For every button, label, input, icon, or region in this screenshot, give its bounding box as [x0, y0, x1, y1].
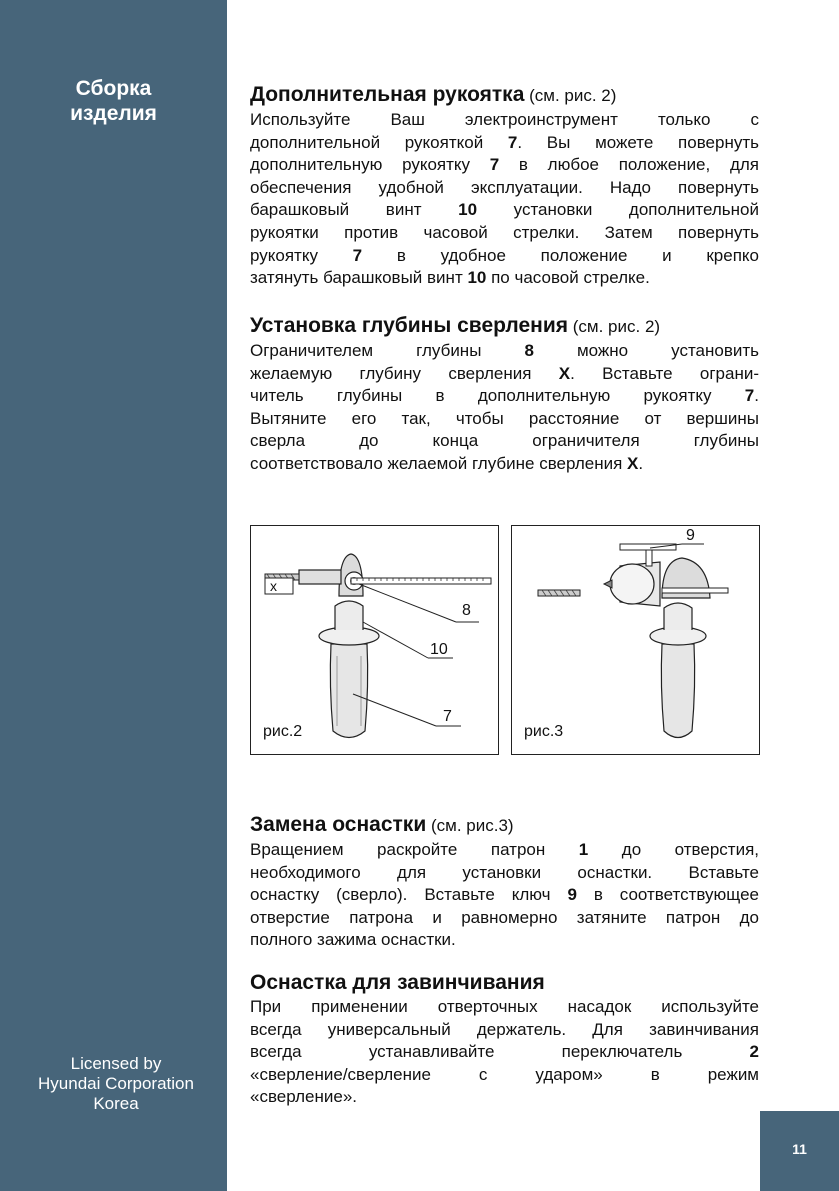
- text-line: сверла до конца ограничителя глубины: [250, 431, 759, 451]
- text-line: Вытяните его так, чтобы расстояние от вершины: [250, 408, 759, 428]
- callout-8: 8: [462, 602, 471, 619]
- figure-3: [511, 525, 760, 755]
- heading-text: Установка глубины сверления: [250, 314, 569, 337]
- section-paragraph: [250, 839, 759, 952]
- text-line: Ограничителем глубины 8 можно установить: [250, 341, 760, 360]
- section-title: [0, 76, 227, 126]
- callout-9: 9: [686, 527, 695, 544]
- section-heading: [250, 82, 759, 109]
- section-paragraph: [250, 109, 759, 290]
- section-tool-change: [250, 812, 759, 952]
- figure-2: [250, 525, 499, 755]
- callout-7: 7: [443, 708, 452, 725]
- section-title-line2: изделия: [70, 102, 157, 125]
- text-line: всегда устанавливайте переключатель 2: [250, 1042, 759, 1062]
- page-number: 11: [792, 1141, 807, 1157]
- section-drilling-depth: [250, 313, 759, 476]
- text-line: всегда универсальный держатель. Для завинчивания: [250, 1019, 759, 1039]
- license-line1: Licensed by: [70, 1054, 162, 1073]
- section-paragraph: [250, 996, 759, 1109]
- text-line: При применении отверточных насадок используйте: [250, 997, 759, 1016]
- section-additional-handle: [250, 82, 759, 290]
- text-line: Вращением раскройте патрон 1 до отверстия,: [250, 840, 759, 859]
- license-note: [0, 1054, 232, 1114]
- text-line: соответствовало желаемой глубине сверления X.: [250, 453, 644, 473]
- text-line: затянуть барашковый винт 10 по часовой стрелке.: [250, 268, 650, 288]
- heading-text: Замена оснастки: [250, 813, 427, 836]
- license-line3: Korea: [93, 1094, 139, 1113]
- callout-x: x: [270, 578, 277, 594]
- figure-caption: рис.3: [524, 723, 564, 740]
- text-line: барашковый винт 10 установки дополнительной: [250, 200, 759, 220]
- sidebar: [0, 0, 227, 1191]
- heading-text: Оснастка для завинчивания: [250, 971, 545, 994]
- text-line: дополнительную рукоятку 7 в любое положение, для: [250, 155, 759, 175]
- heading-text: Дополнительная рукоятка: [250, 83, 525, 106]
- figure-reference: (см. рис.3): [430, 816, 514, 835]
- drill-with-depth-stop-illustration: [251, 526, 498, 754]
- section-heading: [250, 970, 759, 996]
- section-paragraph: [250, 340, 759, 476]
- figure-reference: (см. рис. 2): [572, 317, 661, 336]
- text-line: необходимого для установки оснастки. Вставьте: [250, 862, 759, 882]
- section-screwdriving-bits: [250, 970, 759, 1109]
- text-line: полного зажима оснастки.: [250, 930, 456, 950]
- text-line: оснастку (сверло). Вставьте ключ 9 в соответствующее: [250, 885, 760, 905]
- text-line: дополнительной рукояткой 7. Вы можете повернуть: [250, 132, 759, 152]
- text-line: читель глубины в дополнительную рукоятку 7.: [250, 386, 759, 406]
- text-line: отверстие патрона и равномерно затяните патрон до: [250, 907, 759, 927]
- text-line: «сверление/сверление с ударом» в режим: [250, 1064, 759, 1084]
- text-line: рукоятки против часовой стрелки. Затем повернуть: [250, 222, 759, 242]
- page-number-box: [760, 1111, 839, 1191]
- text-line: желаемую глубину сверления X. Вставьте ограни-: [250, 363, 759, 383]
- license-line2: Hyundai Corporation: [38, 1074, 194, 1093]
- text-line: «сверление».: [250, 1087, 358, 1107]
- section-heading: [250, 313, 759, 340]
- section-title-line1: Сборка: [75, 77, 152, 100]
- text-line: Используйте Ваш электроинструмент только с: [250, 110, 759, 129]
- text-line: обеспечения удобной эксплуатации. Надо повернуть: [250, 177, 759, 197]
- figure-caption: рис.2: [263, 723, 303, 740]
- figure-reference: (см. рис. 2): [529, 86, 617, 105]
- drill-chuck-key-illustration: [512, 526, 759, 754]
- text-line: рукоятку 7 в удобное положение и крепко: [250, 245, 759, 265]
- callout-10: 10: [430, 641, 448, 658]
- section-heading: [250, 812, 759, 839]
